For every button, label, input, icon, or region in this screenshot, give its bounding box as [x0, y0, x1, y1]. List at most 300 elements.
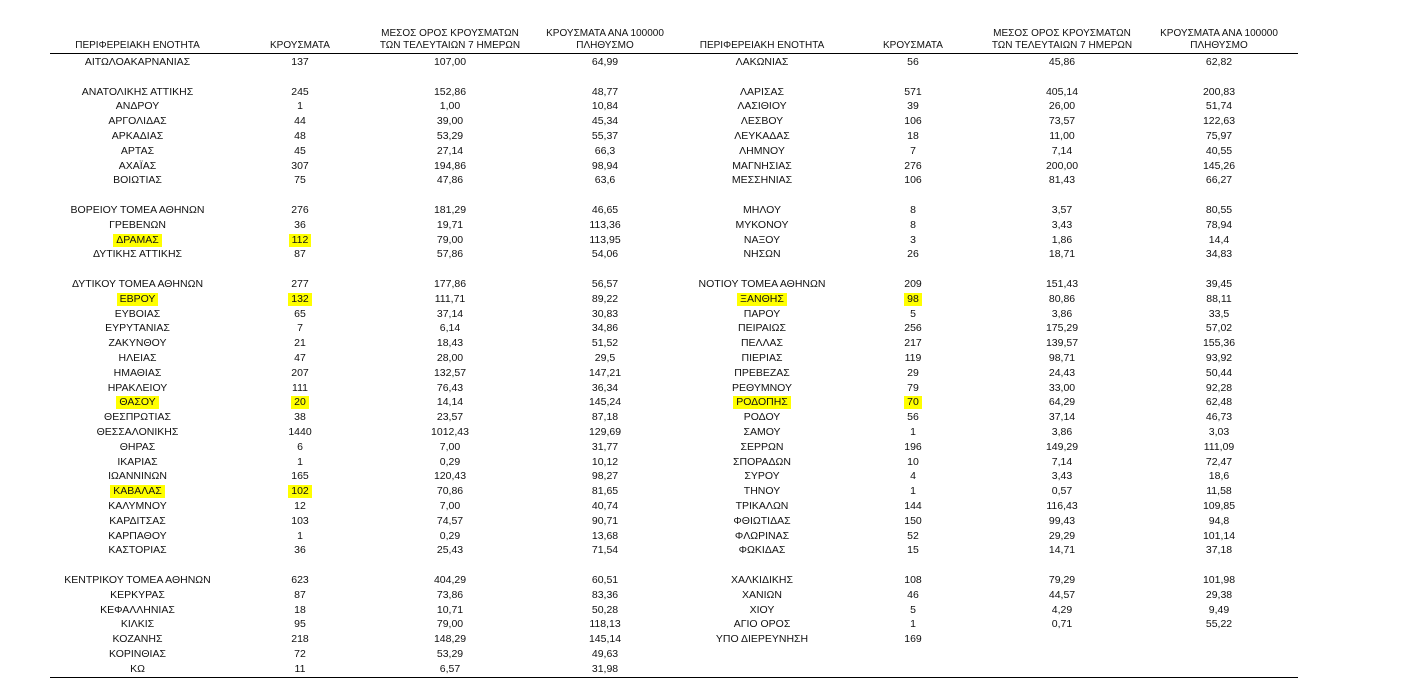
cases-cell-text: 623	[291, 574, 309, 586]
table-row	[664, 85, 1298, 100]
region-cell	[50, 366, 225, 381]
per-100k-cell-text: 94,8	[1208, 514, 1230, 527]
region-cell-text: ΚΕΡΚΥΡΑΣ	[110, 588, 165, 601]
avg-7-days-cell	[375, 440, 525, 455]
cases-cell	[878, 159, 948, 174]
per-100k-cell	[530, 144, 680, 159]
region-cell	[664, 381, 860, 396]
per-100k-cell-text: 31,77	[591, 440, 619, 453]
region-cell	[50, 440, 225, 455]
cases-cell-text: 6	[297, 440, 303, 453]
table-row	[664, 410, 1298, 425]
table-row	[664, 366, 1298, 381]
cases-cell-text: 8	[910, 204, 916, 216]
region-cell	[50, 529, 225, 544]
table-row	[50, 410, 678, 425]
region-cell	[50, 573, 225, 588]
per-100k-cell	[530, 114, 680, 129]
table-row	[50, 55, 678, 70]
cases-cell	[265, 455, 335, 470]
region-cell	[664, 514, 860, 529]
cases-cell-text: 132	[288, 293, 312, 306]
cases-cell-text: 10	[907, 455, 919, 468]
per-100k-cell-text: 72,47	[1205, 455, 1233, 468]
avg-7-days-cell-text: 1,86	[1051, 233, 1073, 246]
per-100k-cell	[530, 662, 680, 677]
avg-7-days-cell	[987, 469, 1137, 484]
cases-cell	[878, 529, 948, 544]
per-100k-cell-text: 50,44	[1205, 366, 1233, 379]
region-cell-text: ΥΠΟ ΔΙΕΡΕΥΝΗΣΗ	[715, 633, 809, 646]
table-row	[664, 55, 1298, 70]
per-100k-cell	[530, 292, 680, 307]
region-cell-text: ΕΥΡΥΤΑΝΙΑΣ	[105, 322, 170, 335]
table-row	[50, 321, 678, 336]
avg-7-days-cell-text: 6,57	[439, 662, 461, 675]
region-cell	[50, 336, 225, 351]
avg-7-days-cell	[375, 484, 525, 499]
cases-cell-text: 1	[297, 100, 303, 113]
per-100k-cell	[530, 484, 680, 499]
region-cell-text: ΛΗΜΝΟΥ	[739, 144, 785, 157]
cases-cell	[265, 662, 335, 677]
region-cell-text: ΘΕΣΣΑΛΟΝΙΚΗΣ	[96, 426, 179, 438]
region-cell	[664, 292, 860, 307]
region-cell-text: ΧΑΝΙΩΝ	[742, 588, 782, 601]
per-100k-cell	[530, 469, 680, 484]
cases-cell-text: 111	[292, 381, 308, 394]
avg-7-days-cell-text: 148,29	[433, 633, 467, 646]
per-100k-cell	[530, 233, 680, 248]
cases-cell-text: 5	[910, 307, 916, 320]
per-100k-cell	[1142, 395, 1296, 410]
region-cell	[50, 455, 225, 470]
table-row	[664, 529, 1298, 544]
region-cell	[50, 469, 225, 484]
table-row	[50, 292, 678, 307]
cases-cell	[878, 292, 948, 307]
region-cell-text: ΧΙΟΥ	[749, 603, 775, 616]
avg-7-days-cell-text: 44,57	[1048, 588, 1076, 601]
region-cell	[664, 203, 860, 218]
cases-cell-text: 21	[294, 337, 306, 350]
table-row	[50, 351, 678, 366]
table-row	[50, 425, 678, 440]
region-cell	[50, 425, 225, 440]
per-100k-cell	[1142, 366, 1296, 381]
region-cell-text: ΗΜΑΘΙΑΣ	[113, 366, 162, 379]
avg-7-days-cell-text: 132,57	[433, 366, 467, 379]
table-row	[664, 277, 1298, 292]
avg-7-days-cell-text: 29,29	[1048, 529, 1076, 542]
cases-cell-text: 4	[910, 470, 916, 483]
cases-cell	[265, 85, 335, 100]
cases-cell-text: 18	[907, 130, 919, 142]
per-100k-cell	[1142, 144, 1296, 159]
cases-cell-text: 87	[294, 588, 306, 601]
region-cell-text: ΚΩ	[130, 662, 145, 675]
avg-7-days-cell	[987, 440, 1137, 455]
region-cell	[664, 85, 860, 100]
region-cell-text: ΔΥΤΙΚΗΣ ΑΤΤΙΚΗΣ	[92, 248, 183, 261]
cases-cell-text: 12	[294, 500, 306, 512]
table-row	[50, 85, 678, 100]
region-cell-text: ΜΕΣΣΗΝΙΑΣ	[731, 174, 793, 187]
region-cell	[50, 662, 225, 677]
table-row	[664, 144, 1298, 159]
cases-cell-text: 56	[907, 56, 919, 68]
per-100k-cell-text: 88,11	[1206, 292, 1232, 305]
avg-7-days-cell-text: 28,00	[436, 352, 464, 364]
cases-cell	[878, 455, 948, 470]
avg-7-days-cell-text: 3,86	[1051, 307, 1073, 320]
per-100k-cell	[530, 617, 680, 632]
cases-cell	[878, 617, 948, 632]
region-cell-text: ΚΑΣΤΟΡΙΑΣ	[108, 544, 167, 557]
cases-cell	[265, 632, 335, 647]
per-100k-cell-text: 10,12	[591, 455, 619, 468]
avg-7-days-cell	[375, 662, 525, 677]
table-row	[664, 543, 1298, 558]
region-cell-text: ΦΩΚΙΔΑΣ	[738, 544, 786, 557]
avg-7-days-cell	[987, 499, 1137, 514]
header-per-100k: ΚΡΟΥΣΜΑΤΑ ΑΝΑ 100000 ΠΛΗΘΥΣΜΟ	[546, 28, 664, 51]
avg-7-days-cell-text: 53,29	[436, 648, 464, 660]
cases-cell	[265, 366, 335, 381]
avg-7-days-cell	[375, 617, 525, 632]
per-100k-cell-text: 30,83	[591, 307, 619, 320]
per-100k-cell	[530, 85, 680, 100]
table-row	[50, 218, 678, 233]
avg-7-days-cell	[987, 336, 1137, 351]
per-100k-cell-text: 40,74	[591, 500, 619, 512]
table-row	[50, 247, 678, 262]
avg-7-days-cell-text: 4,29	[1051, 603, 1073, 616]
avg-7-days-cell	[987, 173, 1137, 188]
per-100k-cell	[530, 218, 680, 233]
per-100k-cell	[1142, 307, 1296, 322]
header-avg-7-days: ΜΕΣΟΣ ΟΡΟΣ ΚΡΟΥΣΜΑΤΩΝ ΤΩΝ ΤΕΛΕΥΤΑΙΩΝ 7 ΗΜΕΡΩΝ	[379, 28, 521, 51]
avg-7-days-cell	[987, 99, 1137, 114]
header-region: ΠΕΡΙΦΕΡΕΙΑΚΗ ΕΝΟΤΗΤΑ	[699, 40, 825, 51]
per-100k-cell-text: 40,55	[1205, 144, 1233, 157]
per-100k-cell-text: 39,45	[1205, 278, 1233, 290]
cases-cell	[265, 351, 335, 366]
avg-7-days-cell-text: 57,86	[436, 248, 464, 261]
cases-cell	[878, 366, 948, 381]
table-row	[664, 440, 1298, 455]
avg-7-days-cell-text: 81,43	[1048, 174, 1076, 187]
region-cell-text: ΣΕΡΡΩΝ	[740, 440, 784, 453]
per-100k-cell	[530, 277, 680, 292]
avg-7-days-cell	[987, 114, 1137, 129]
cases-cell	[878, 381, 948, 396]
region-cell	[50, 99, 225, 114]
avg-7-days-cell-text: 73,57	[1048, 115, 1076, 128]
avg-7-days-cell-text: 149,29	[1045, 440, 1079, 453]
region-cell	[50, 321, 225, 336]
cases-cell-text: 207	[291, 366, 309, 379]
per-100k-cell	[530, 514, 680, 529]
avg-7-days-cell-text: 0,71	[1051, 618, 1073, 631]
per-100k-cell	[530, 129, 680, 144]
per-100k-cell-text: 34,83	[1205, 248, 1233, 261]
region-cell-text: ΦΛΩΡΙΝΑΣ	[734, 529, 790, 542]
avg-7-days-cell-text: 76,43	[436, 381, 464, 394]
avg-7-days-cell	[987, 455, 1137, 470]
cases-cell-text: 1440	[288, 426, 312, 438]
per-100k-cell	[530, 603, 680, 618]
avg-7-days-cell-text: 405,14	[1045, 85, 1079, 98]
cases-cell-text: 137	[291, 56, 309, 68]
cases-cell	[878, 321, 948, 336]
per-100k-cell-text: 78,94	[1205, 218, 1233, 231]
region-cell	[664, 410, 860, 425]
per-100k-cell	[1142, 277, 1296, 292]
per-100k-cell-text: 101,98	[1202, 574, 1236, 586]
per-100k-cell	[1142, 425, 1296, 440]
per-100k-cell-text: 122,63	[1202, 115, 1236, 128]
region-cell	[50, 129, 225, 144]
region-cell-text: ΣΥΡΟΥ	[744, 470, 780, 483]
cases-cell-text: 169	[904, 633, 922, 646]
avg-7-days-cell-text: 70,86	[436, 485, 464, 498]
region-cell	[50, 277, 225, 292]
avg-7-days-cell	[375, 514, 525, 529]
per-100k-cell	[1142, 114, 1296, 129]
per-100k-cell-text: 46,65	[591, 204, 619, 216]
avg-7-days-cell-text: 116,43	[1046, 500, 1078, 512]
table-row	[664, 247, 1298, 262]
avg-7-days-cell-text: 99,43	[1048, 514, 1076, 527]
region-cell-text: ΠΕΙΡΑΙΩΣ	[738, 322, 786, 335]
avg-7-days-cell	[375, 129, 525, 144]
per-100k-cell-text: 49,63	[591, 648, 619, 660]
per-100k-cell-text: 55,37	[591, 130, 619, 142]
table-row	[50, 529, 678, 544]
per-100k-cell	[1142, 603, 1296, 618]
per-100k-cell	[530, 647, 680, 662]
table-row	[664, 588, 1298, 603]
cases-cell-text: 209	[904, 278, 922, 290]
per-100k-cell	[1142, 85, 1296, 100]
avg-7-days-cell	[375, 233, 525, 248]
avg-7-days-cell	[987, 321, 1137, 336]
cases-cell	[878, 114, 948, 129]
table-row	[664, 336, 1298, 351]
cases-cell-text: 103	[291, 514, 309, 527]
table-row	[664, 307, 1298, 322]
per-100k-cell-text: 34,86	[591, 322, 619, 335]
region-cell	[50, 85, 225, 100]
per-100k-cell-text: 63,6	[594, 174, 616, 187]
per-100k-cell	[530, 395, 680, 410]
avg-7-days-cell	[375, 85, 525, 100]
avg-7-days-cell	[987, 55, 1137, 70]
avg-7-days-cell-text: 11,00	[1049, 130, 1075, 142]
cases-cell	[878, 351, 948, 366]
avg-7-days-cell-text: 14,14	[436, 396, 464, 409]
cases-cell	[878, 603, 948, 618]
per-100k-cell-text: 71,54	[591, 544, 619, 557]
header-cases: ΚΡΟΥΣΜΑΤΑ	[883, 40, 943, 51]
per-100k-cell	[1142, 588, 1296, 603]
cases-cell-text: 7	[297, 322, 303, 335]
table-row	[664, 484, 1298, 499]
cases-cell-text: 29	[907, 366, 919, 379]
per-100k-cell-text: 60,51	[591, 574, 619, 586]
avg-7-days-cell-text: 194,86	[433, 159, 467, 172]
region-cell-text: ΚΑΛΥΜΝΟΥ	[108, 500, 167, 512]
table-row	[664, 203, 1298, 218]
avg-7-days-cell	[987, 144, 1137, 159]
table-row	[50, 469, 678, 484]
avg-7-days-cell	[987, 277, 1137, 292]
cases-cell	[265, 129, 335, 144]
region-cell-text: ΒΟΡΕΙΟΥ ΤΟΜΕΑ ΑΘΗΝΩΝ	[70, 204, 205, 216]
avg-7-days-cell-text: 139,57	[1045, 337, 1079, 350]
region-cell-text: ΠΕΛΛΑΣ	[740, 337, 784, 350]
header-region: ΠΕΡΙΦΕΡΕΙΑΚΗ ΕΝΟΤΗΤΑ	[75, 40, 200, 51]
avg-7-days-cell-text: 1012,43	[431, 426, 469, 438]
per-100k-cell-text: 98,27	[591, 470, 619, 483]
cases-cell-text: 46	[907, 588, 919, 601]
per-100k-cell	[1142, 543, 1296, 558]
per-100k-cell	[1142, 499, 1296, 514]
table-row	[664, 321, 1298, 336]
region-cell-text: ΚΑΒΑΛΑΣ	[110, 485, 165, 498]
cases-cell-text: 18	[294, 603, 306, 616]
region-cell-text: ΜΗΛΟΥ	[743, 204, 781, 216]
avg-7-days-cell-text: 7,00	[439, 500, 461, 512]
cases-cell	[265, 173, 335, 188]
avg-7-days-cell-text: 79,29	[1048, 574, 1076, 586]
avg-7-days-cell	[375, 351, 525, 366]
table-row	[664, 129, 1298, 144]
cases-cell-text: 39	[907, 100, 919, 113]
cases-cell-text: 7	[910, 144, 916, 157]
avg-7-days-cell-text: 3,57	[1051, 204, 1073, 216]
table-row	[50, 395, 678, 410]
cases-cell	[878, 218, 948, 233]
per-100k-cell	[530, 159, 680, 174]
per-100k-cell-text: 75,97	[1205, 130, 1233, 142]
per-100k-cell	[1142, 469, 1296, 484]
region-cell	[50, 499, 225, 514]
cases-cell-text: 44	[294, 115, 306, 128]
region-cell-text: ΚΙΛΚΙΣ	[120, 618, 155, 631]
avg-7-days-cell-text: 181,29	[433, 204, 467, 216]
region-cell	[50, 351, 225, 366]
region-cell-text: ΒΟΙΩΤΙΑΣ	[113, 174, 162, 187]
avg-7-days-cell	[375, 366, 525, 381]
avg-7-days-cell-text: 107,00	[433, 56, 467, 68]
per-100k-cell	[1142, 129, 1296, 144]
avg-7-days-cell-text: 10,71	[436, 603, 464, 616]
region-cell	[664, 617, 860, 632]
table-row	[664, 292, 1298, 307]
table-row	[50, 632, 678, 647]
cases-cell	[878, 144, 948, 159]
avg-7-days-cell	[987, 603, 1137, 618]
region-cell-text: ΚΟΡΙΝΘΙΑΣ	[109, 648, 166, 660]
table-row	[50, 159, 678, 174]
per-100k-cell-text: 9,49	[1208, 603, 1230, 616]
per-100k-cell	[530, 321, 680, 336]
per-100k-cell-text: 200,83	[1202, 85, 1236, 98]
avg-7-days-cell-text: 73,86	[436, 588, 464, 601]
cases-cell-text: 87	[294, 248, 306, 261]
cases-cell	[878, 129, 948, 144]
cases-cell	[878, 173, 948, 188]
per-100k-cell-text: 113,36	[589, 218, 621, 231]
cases-cell	[878, 588, 948, 603]
cases-cell-text: 150	[904, 514, 922, 527]
avg-7-days-cell	[375, 307, 525, 322]
per-100k-cell-text: 109,85	[1202, 500, 1236, 512]
avg-7-days-cell	[987, 588, 1137, 603]
region-cell	[50, 114, 225, 129]
per-100k-cell-text: 98,94	[591, 159, 619, 172]
region-cell-text: ΣΑΜΟΥ	[743, 426, 781, 438]
cases-cell	[878, 499, 948, 514]
avg-7-days-cell	[375, 218, 525, 233]
per-100k-cell	[530, 307, 680, 322]
per-100k-cell	[1142, 218, 1296, 233]
avg-7-days-cell-text: 80,86	[1048, 292, 1076, 305]
region-cell	[664, 247, 860, 262]
avg-7-days-cell-text: 177,86	[433, 278, 467, 290]
table-row	[50, 307, 678, 322]
region-cell	[664, 114, 860, 129]
cases-cell	[265, 144, 335, 159]
cases-cell	[878, 336, 948, 351]
cases-cell-text: 98	[904, 293, 922, 306]
cases-cell-text: 112	[289, 234, 312, 247]
cases-cell	[265, 573, 335, 588]
per-100k-cell	[1142, 247, 1296, 262]
region-cell	[664, 55, 860, 70]
per-100k-cell	[530, 173, 680, 188]
region-cell-text: ΠΡΕΒΕΖΑΣ	[734, 366, 790, 379]
region-cell-text: ΛΑΚΩΝΙΑΣ	[735, 56, 789, 68]
table-row	[50, 617, 678, 632]
region-cell	[50, 159, 225, 174]
avg-7-days-cell	[987, 410, 1137, 425]
region-cell-text: ΘΕΣΠΡΩΤΙΑΣ	[104, 411, 171, 424]
per-100k-cell-text: 29,5	[594, 352, 616, 364]
cases-cell-text: 72	[294, 648, 306, 660]
avg-7-days-cell-text: 33,00	[1048, 381, 1076, 394]
cases-cell	[265, 99, 335, 114]
per-100k-cell	[530, 203, 680, 218]
region-cell	[664, 440, 860, 455]
per-100k-cell	[1142, 159, 1296, 174]
cases-cell	[878, 277, 948, 292]
region-cell-text: ΕΒΡΟΥ	[117, 293, 159, 306]
cases-cell	[265, 529, 335, 544]
per-100k-cell-text: 46,73	[1205, 411, 1233, 424]
cases-cell	[265, 159, 335, 174]
region-cell	[664, 469, 860, 484]
per-100k-cell-text: 145,24	[588, 396, 622, 409]
avg-7-days-cell	[375, 410, 525, 425]
cases-cell	[878, 55, 948, 70]
avg-7-days-cell-text: 98,71	[1048, 352, 1076, 364]
per-100k-cell-text: 3,03	[1208, 426, 1230, 438]
avg-7-days-cell	[375, 425, 525, 440]
avg-7-days-cell	[987, 632, 1137, 647]
